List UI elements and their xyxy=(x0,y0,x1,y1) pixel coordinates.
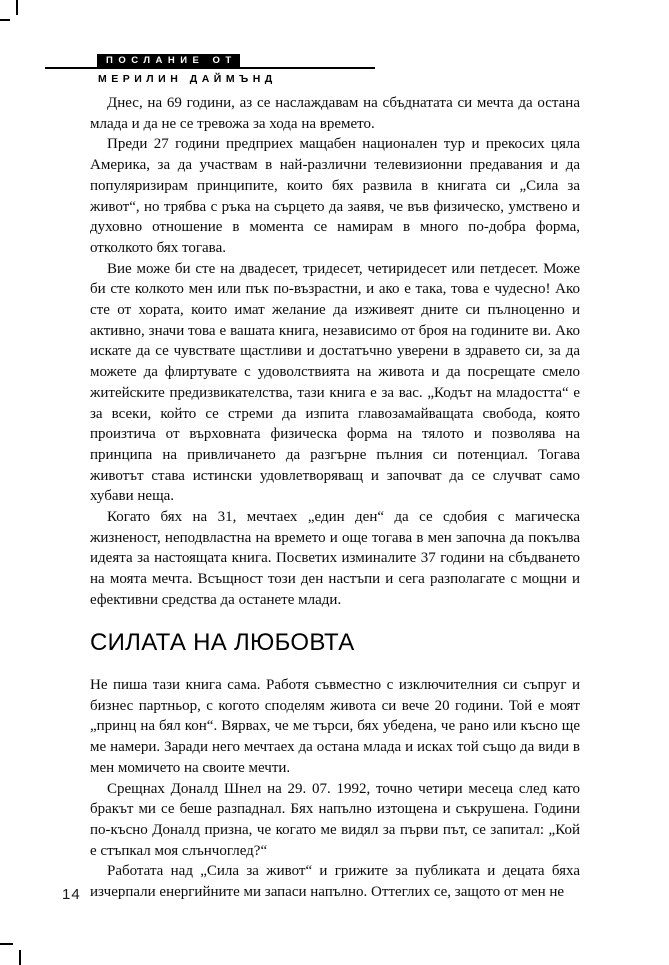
crop-mark-bottom-left-horizontal xyxy=(0,943,13,945)
paragraph: Когато бях на 31, мечтаех „един ден“ да се сдобия с магическа жизненост, неподвластна на времето и още тогава в мен започна да покълва идеята за настоящата книга. Посветих изминалите 37 години на сбъдването на моята мечта. Всъщност този ден настъпи и сега разполагате с мощни и ефективни средства да останете млади. xyxy=(90,509,580,608)
page-number: 14 xyxy=(62,886,81,903)
paragraph: Срещнах Доналд Шнел на 29. 07. 1992, точно четири месеца след като бракът ми се беше разпаднал. Бях напълно изтощена и съкрушена. Години по-късно Доналд призна, че когато ме видял за първи път, се запитал: „Кой е стъпкал моя слънчоглед?“ xyxy=(90,780,580,859)
paragraph: Вие може би сте на двадесет, тридесет, четиридесет или петдесет. Може би сте колкото мен или пък по-възрастни, и ако е така, това е чудесно! Ако сте от хората, които имат желание да изживеят дните си пълноценно и активно, значи това е вашата книга, независимо от броя на годините ви. Ако искате да се чувствате щастливи и достатъчно уверени в здравето си, за да можете да флиртувате с удоволствията на живота и да посрещате смело житейските предизвикателства, тази книга е за вас. „Кодът на младостта“ е за всеки, който се стреми да изпита главозамайващата свобода, която произтича от върховната физическа форма на тялото и позволява на принципа на привличането да разгърне пълния си потенциал. Тогава животът става истински удовлетворяващ и започват да се случват само хубави неща. xyxy=(90,260,580,505)
section-heading: СИЛАТА НА ЛЮБОВТА xyxy=(90,628,355,656)
header-author: МЕРИЛИН ДАЙМЪНД xyxy=(98,73,277,85)
paragraph: Работата над „Сила за живот“ и грижите за публиката и децата бяха изчерпали енергийните ми запаси напълно. Оттеглих се, защото от мен не xyxy=(90,863,580,901)
crop-mark-top-left-vertical xyxy=(16,0,18,15)
crop-mark-top-left-horizontal xyxy=(0,19,10,21)
header-badge: ПОСЛАНИЕ ОТ xyxy=(97,54,240,68)
paragraph: Преди 27 години предприех мащабен национален тур и прекосих цяла Америка, за да участвам в най-различни телевизионни предавания и да популяризирам принципите, които бях развила в книгата си „Сила за живот“, но трябва с ръка на сърцето да заявя, че във физическо, умствено и духовно отношение в момента се намирам в много по-добра форма, отколкото бях тогава. xyxy=(90,136,580,256)
body-text xyxy=(90,93,580,903)
crop-mark-bottom-left-vertical xyxy=(19,950,21,965)
paragraph: Днес, на 69 години, аз се наслаждавам на сбъднатата си мечта да остана млада и да не се тревожа за хода на времето. xyxy=(90,95,580,132)
paragraph: Не пиша тази книга сама. Работя съвместно с изключителния си съпруг и бизнес партньор, с когото споделям живота си вече 20 години. Той е моят „принц на бял кон“. Вярвах, че ме търси, бях убедена, че рано или късно ще ме намери. Заради него мечтаех да остана млада и исках той също да види в мен момичето на своите мечти. xyxy=(90,677,580,776)
